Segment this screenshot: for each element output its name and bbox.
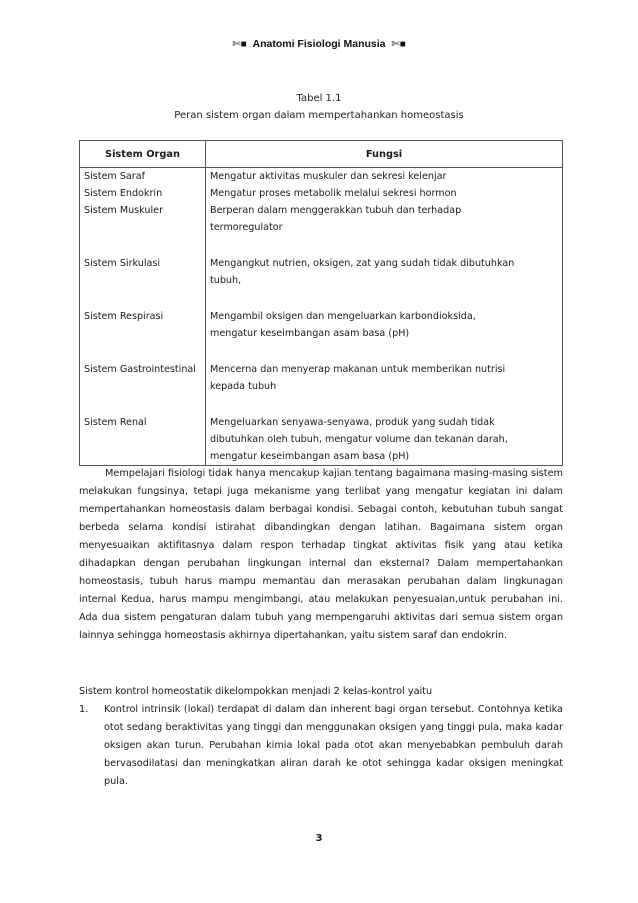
function-cell: Mengatur proses metabolik melalui sekresi hormon [206,185,563,202]
function-line: mengatur keseimbangan asam basa (pH) [210,328,410,339]
list-item [79,701,563,791]
function-line: Mengeluarkan senyawa-senyawa, produk yang sudah tidak [210,417,495,428]
body-paragraph: Sistem kontrol homeostatik dikelompokkan menjadi 2 kelas-kontrol yaitu [79,686,433,697]
table-row [80,414,563,466]
table-header-row [80,141,563,168]
list-number: 1. [79,704,89,715]
function-cell [206,361,563,395]
numbered-list [79,701,563,791]
table-row [80,168,563,186]
page-number: 3 [315,833,323,844]
function-line: tubuh, [210,275,242,286]
list-item-text: Kontrol intrinsik (lokal) terdapat di dalam dan inherent bagi organ tersebut. Contohnya ketika otot sedang beraktivitas yang tinggi dan menggunakan oksigen yang tinggi pula, maka kadar oksigen akan turun. Perubahan kimia lokal pada otot akan menyebabkan pembuluh darah bervasodilatasi dan meningkatkan aliran darah ke otot sehingga kadar oksigen meningkat pula. [104,704,563,787]
organ-function-table [79,140,563,466]
table-caption-title: Peran sistem organ dalam mempertahankan homeostasis [174,110,464,121]
column-header: Sistem Organ [80,141,206,168]
table-row [80,255,563,289]
table-row [80,185,563,202]
table-row [80,361,563,395]
function-line: Mengambil oksigen dan mengeluarkan karbondioksida, [210,311,476,322]
column-header: Fungsi [206,141,563,168]
function-cell: Mengatur aktivitas muskuler dan sekresi kelenjar [206,168,563,186]
function-line: Mencerna dan menyerap makanan untuk memberikan nutrisi [210,364,506,375]
header-title: Anatomi Fisiologi Manusia [252,38,386,50]
body-paragraph: Mempelajari fisiologi tidak hanya mencakup kajian tentang bagaimana masing-masing sistem melakukan fungsinya, tetapi juga mekanisme yang terlibat yang mengatur kegiatan ini dalam mempertahankan homeostasis dalam berbagai kondisi. Sebagai contoh, kebutuhan tubuh sangat berbeda selama kondisi istirahat dibandingkan dengan latihan. Bagaimana sistem organ menyesuaikan aktifitasnya dalam respon terhadap tingkat aktivitas fisik yang atau ketika dihadapkan dengan perubahan lingkungan internal dan eksternal? Dalam mempertahankan homeostasis, tubuh harus mampu memantau dan merasakan perubahan dalam lingkunagan internal Kedua, harus mampu mengimbangi, atau melakukan penyesuaian,untuk perubahan ini. Ada dua sistem pengaturan dalam tubuh yang mempengaruhi aktivitas dari semua sistem organ lainnya sehingga homeostasis akhirnya dipertahankan, yaitu sistem saraf dan endokrin. [79,468,563,641]
organ-cell: Sistem Renal [80,414,206,466]
function-cell [206,414,563,466]
running-header [0,38,638,50]
table-caption-number: Tabel 1.1 [296,93,342,104]
function-line: kepada tubuh [210,381,277,392]
organ-cell: Sistem Endokrin [80,185,206,202]
function-line: mengatur keseimbangan asam basa (pH) [210,451,410,462]
function-line: dibutuhkan oleh tubuh, mengatur volume dan tekanan darah, [210,434,508,445]
function-line: Mengangkut nutrien, oksigen, zat yang sudah tidak dibutuhkan [210,258,515,269]
function-cell [206,202,563,236]
organ-cell: Sistem Sirkulasi [80,255,206,289]
table-row [80,202,563,236]
function-cell [206,255,563,289]
scissors-square-icon: ✄■ [232,39,247,50]
function-line: Berperan dalam menggerakkan tubuh dan terhadap [210,205,462,216]
scissors-square-icon: ✄■ [391,39,406,50]
function-cell [206,308,563,342]
function-line: termoregulator [210,222,283,233]
table-row [80,308,563,342]
organ-cell: Sistem Gastrointestinal [80,361,206,395]
organ-cell: Sistem Muskuler [80,202,206,236]
organ-cell: Sistem Respirasi [80,308,206,342]
organ-cell: Sistem Saraf [80,168,206,186]
